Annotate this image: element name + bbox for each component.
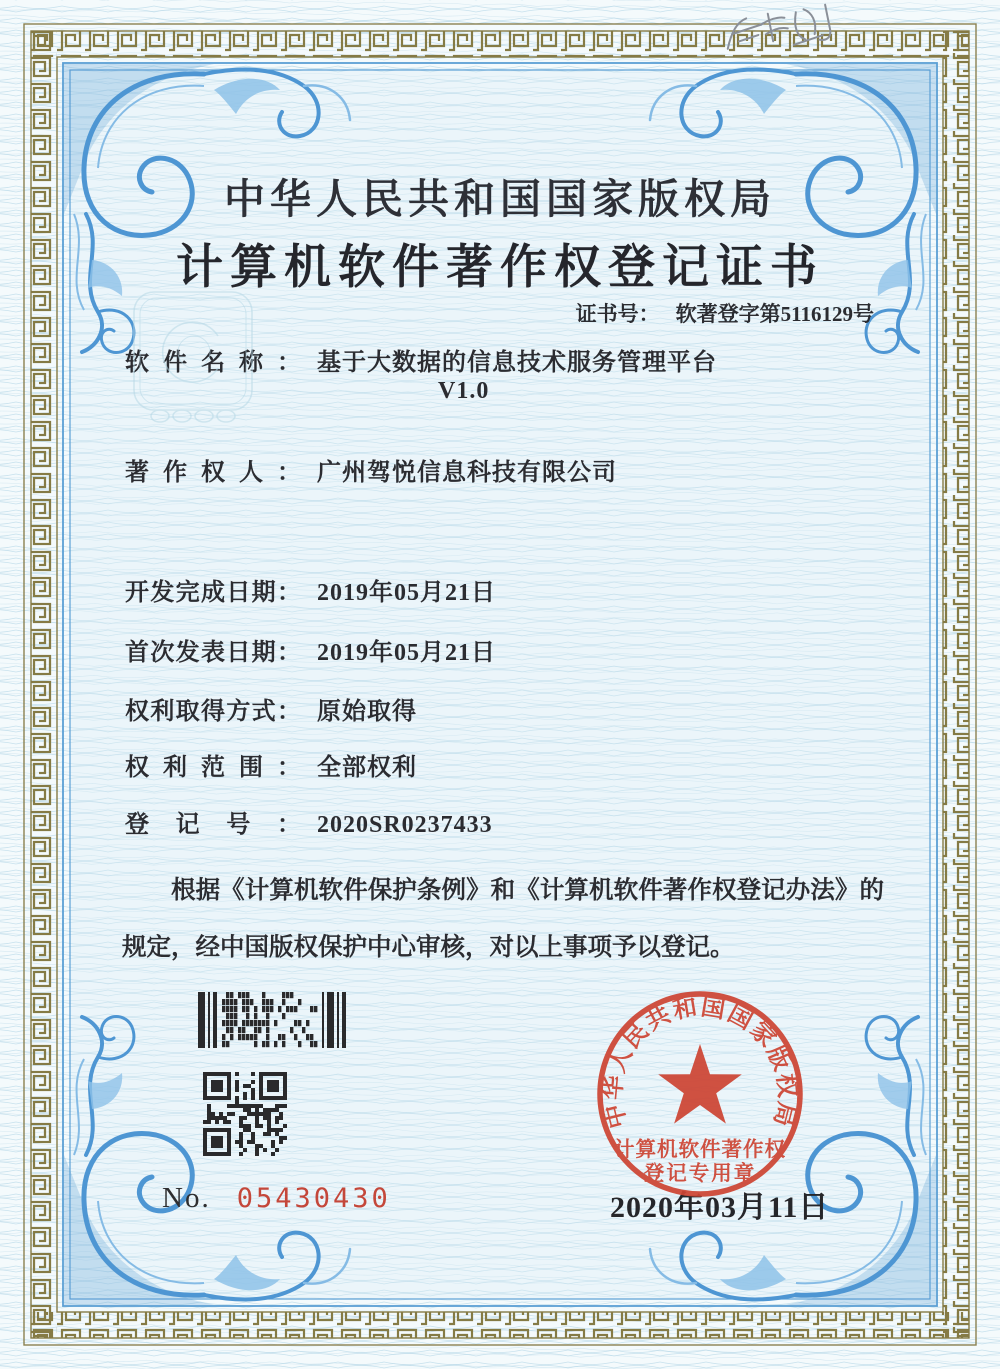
- field-value-version: V1.0: [438, 378, 490, 404]
- seal-caption-line1: 计算机软件著作权: [614, 1139, 786, 1161]
- serial-number-label: No.: [162, 1182, 211, 1214]
- field-value: 2020SR0237433: [317, 812, 493, 838]
- pdf417-barcode: [198, 992, 350, 1048]
- field-registration-number: [125, 804, 493, 839]
- qr-code: [203, 1072, 289, 1158]
- official-red-seal: [586, 984, 814, 1212]
- certificate-number-label: 证书号：: [575, 302, 660, 326]
- field-label: 登记号：: [125, 812, 301, 838]
- certificate-title: 计算机软件著作权登记证书: [176, 242, 824, 294]
- issue-date: 2020年03月11日: [610, 1191, 830, 1224]
- serial-number-line: [162, 1182, 391, 1215]
- issuing-authority: 中华人民共和国国家版权局: [224, 176, 776, 222]
- seal-ring-text: 中华人民共和国国家版权局: [600, 994, 800, 1131]
- field-development-completion-date: [125, 572, 496, 607]
- field-value: 2019年05月21日: [317, 640, 496, 666]
- certificate-number-value: 软著登字第5116129号: [675, 302, 874, 326]
- field-label: 开发完成日期：: [125, 580, 301, 606]
- certificate-number-line: [576, 298, 874, 328]
- field-label: 权利取得方式：: [125, 699, 301, 725]
- field-copyright-holder: [125, 452, 617, 487]
- field-label: 首次发表日期：: [125, 640, 301, 666]
- field-label: 软件名称：: [125, 350, 301, 376]
- handwritten-annotation: [718, 2, 848, 60]
- field-value: 全部权利: [317, 755, 417, 781]
- field-value: 原始取得: [317, 699, 417, 725]
- field-value: 广州驾悦信息科技有限公司: [317, 460, 617, 486]
- field-first-publication-date: [125, 632, 496, 667]
- field-value: 2019年05月21日: [317, 580, 496, 606]
- serial-number-value: 05430430: [236, 1183, 391, 1214]
- field-rights-scope: [125, 747, 417, 782]
- registration-statement: 根据《计算机软件保护条例》和《计算机软件著作权登记办法》的规定，经中国版权保护中心审核，对以上事项予以登记。: [122, 877, 884, 961]
- field-rights-acquisition-method: [125, 691, 417, 726]
- embossed-watermark: [130, 288, 262, 428]
- field-label: 权利范围：: [125, 755, 301, 781]
- field-label: 著作权人：: [125, 460, 301, 486]
- seal-star: [658, 1044, 742, 1124]
- seal-caption-line2: 登记专用章: [643, 1163, 757, 1185]
- field-value: 基于大数据的信息技术服务管理平台: [317, 350, 717, 376]
